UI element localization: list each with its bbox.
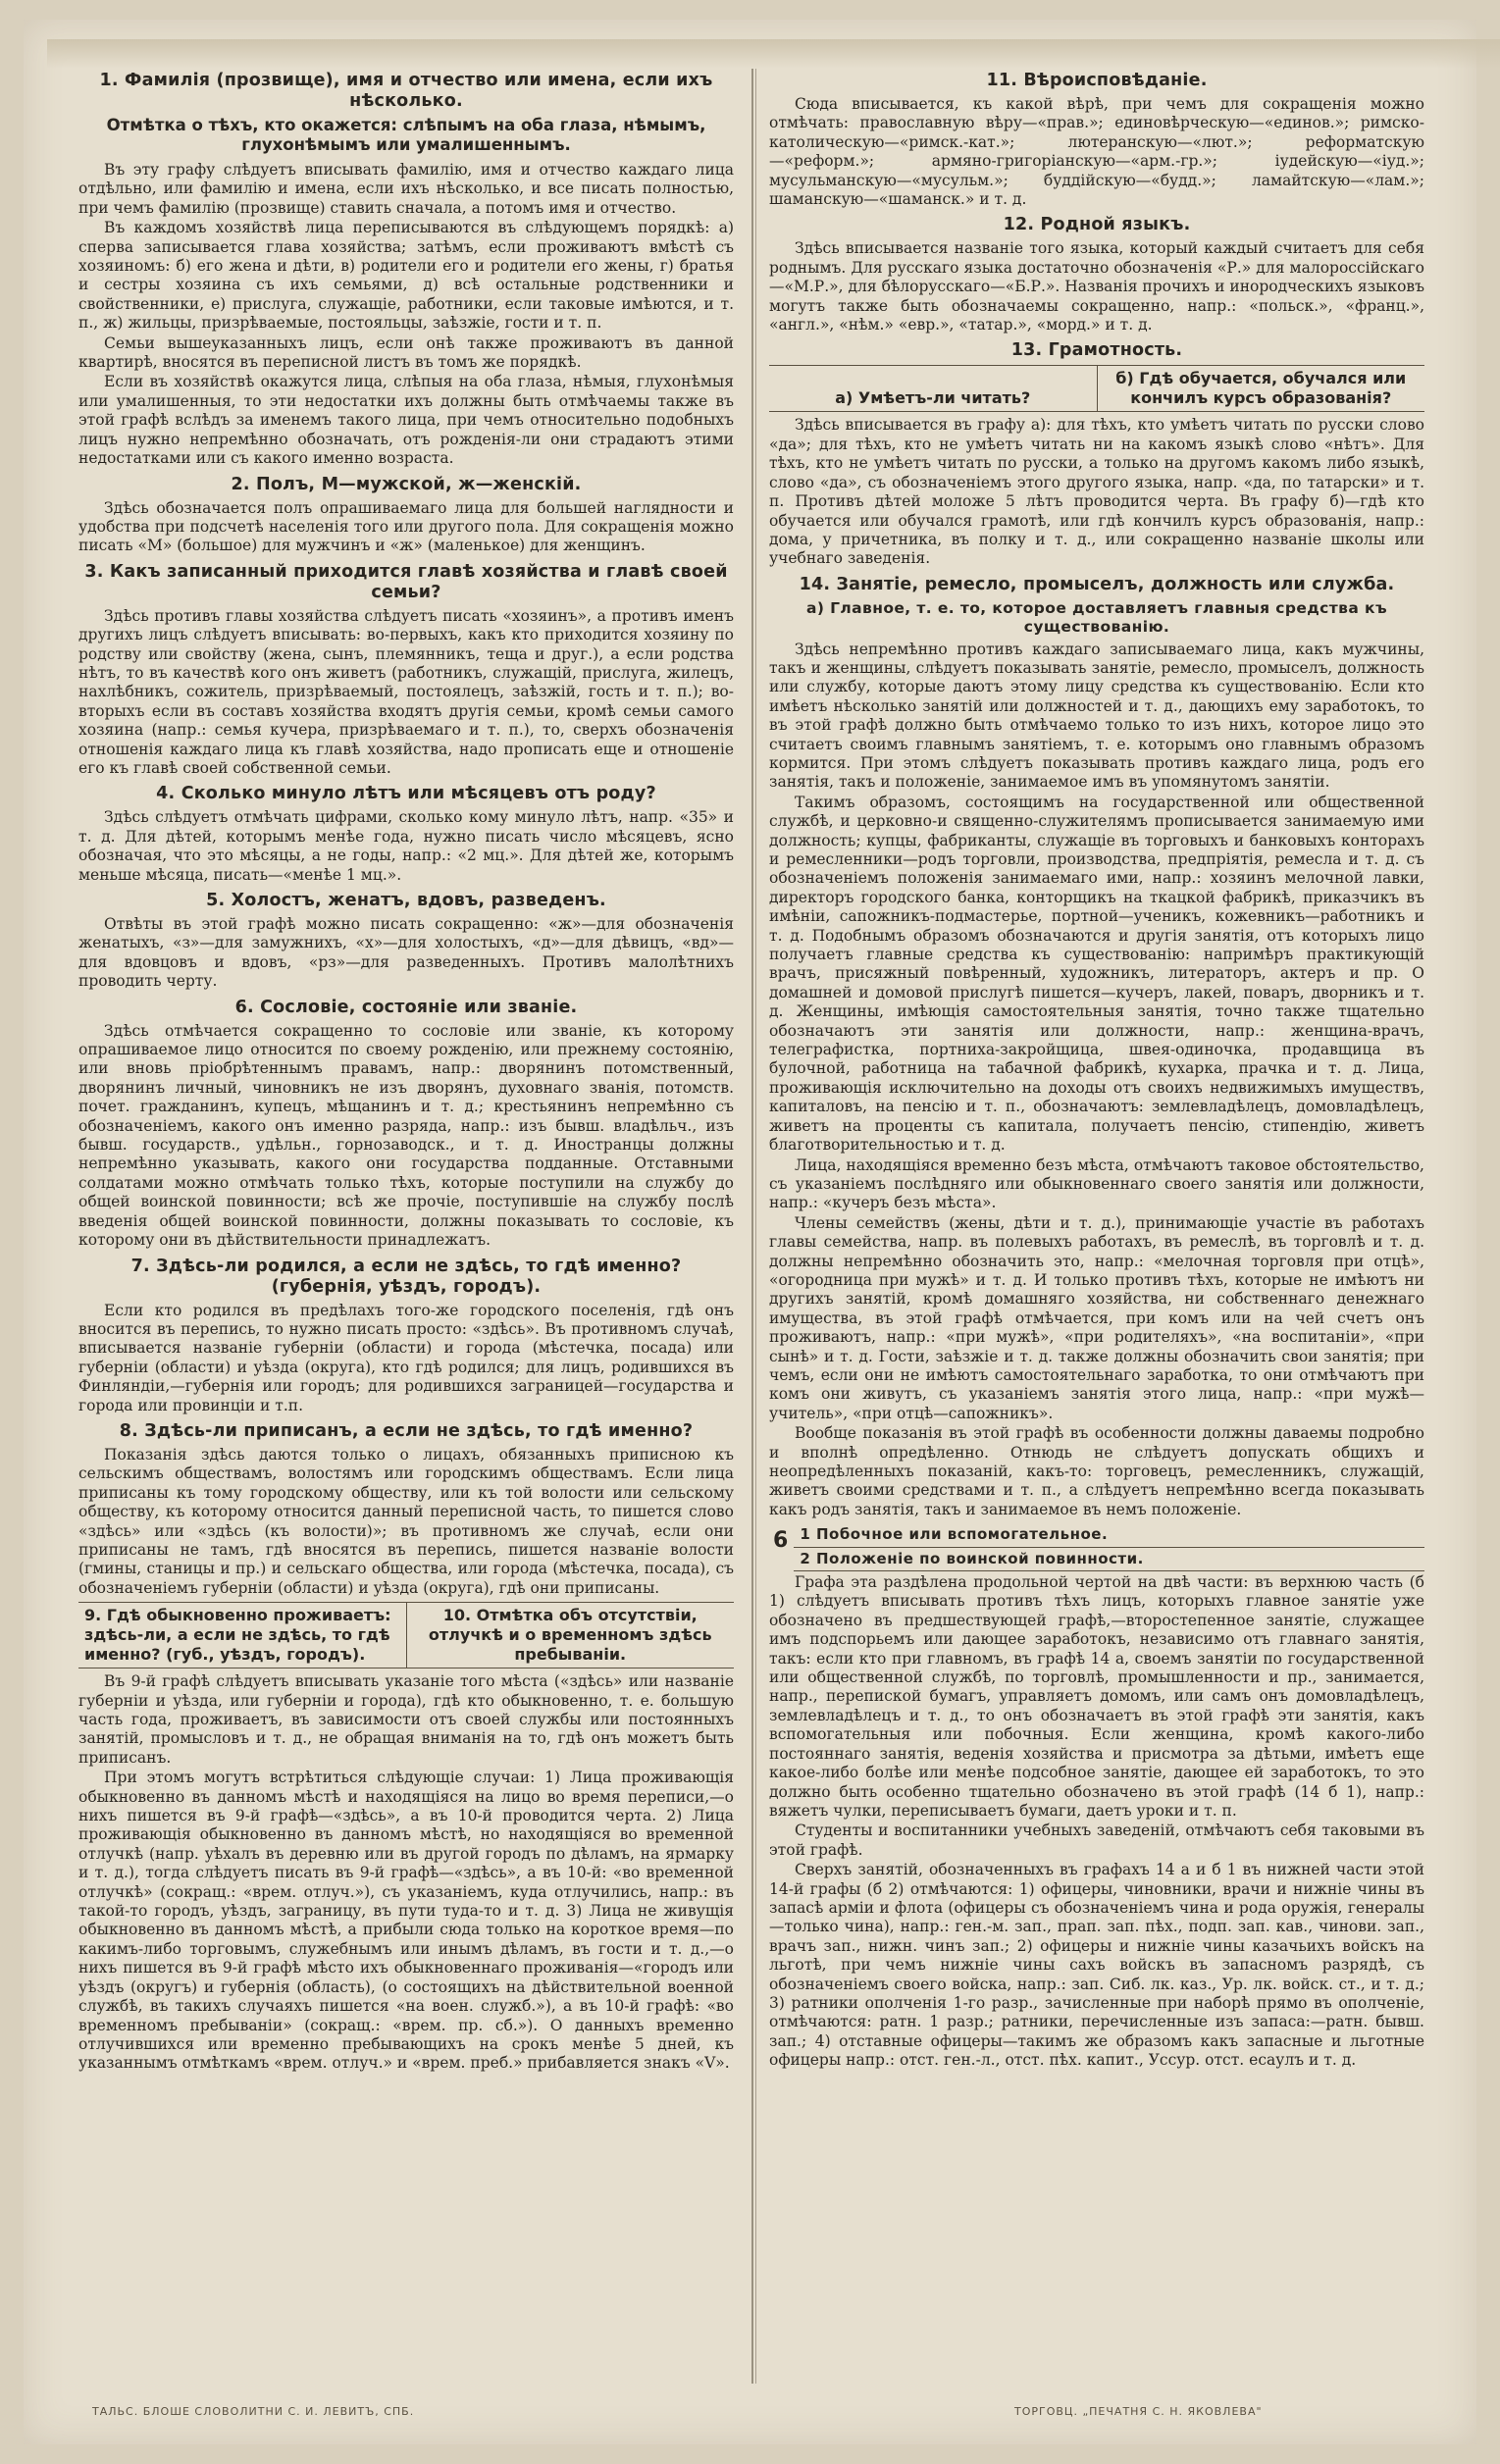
section-14b-paragraph: Студенты и воспитанники учебныхъ заведеній, отмѣчаютъ себя таковыми въ этой графѣ. bbox=[769, 1822, 1424, 1859]
section-6-paragraph: Здѣсь отмѣчается сокращенно то сословіе или званіе, къ которому опрашиваемое лицо относится по своему рожденію, или прежнему состоянію, или вновь пріобрѣтеннымъ правамъ, напр.: дворянинъ потомственный, дворянинъ личный, чиновникъ не изъ дворянъ, духовнаго званія, потомств. почет. гражданинъ, купецъ, мѣщанинъ и т. д.; крестьянинъ непремѣнно съ обозначеніемъ, какого онъ именно разряда, напр.: изъ бывш. владѣльч., изъ бывш. государств., удѣльн., горнозаводск., и т. д. Иностранцы должны непремѣнно указывать, какого они государства подданные. Отставными солдатами можно отмѣчать только тѣхъ, которые поступили на службу до общей воинской повинности; всѣ же прочіе, поступившіе на службу послѣ введенія общей воинской повинности, должны показывать то сословіе, къ которому они въ дѣйствительности принадлежатъ. bbox=[78, 1021, 734, 1250]
section-12-paragraph: Здѣсь вписывается названіе того языка, который каждый считаетъ для себя роднымъ. Для русскаго языка достаточно обозначенія «Р.» для малороссійскаго—«М.Р.», для бѣлорусскаго—«Б.Р.». Названія прочихъ и инородческихъ языковъ могутъ также быть обозначаемы сокращенно, напр.: «польск.», «франц.», «англ.», «нѣм.» «евр.», «татар.», «морд.» и т. д. bbox=[769, 239, 1424, 334]
section-14-paragraph: Здѣсь непремѣнно противъ каждаго записываемаго лица, какъ мужчины, такъ и женщины, слѣдуетъ показывать занятіе, ремесло, промыселъ, должность или службу, которые даютъ этому лицу средства къ существованію. Если кто имѣетъ нѣсколько занятій или должностей и т. д., дающихъ ему заработокъ, то въ этой графѣ должно быть отмѣчаемо только то изъ нихъ, которое лицо это считаетъ своимъ главнымъ занятіемъ, т. е. которымъ оно главнымъ образомъ кормится. При этомъ слѣдуетъ показывать противъ каждаго лица, родъ его занятія, такъ и положеніе, занимаемое имъ въ упомянутомъ занятіи. bbox=[769, 640, 1424, 792]
section-14-paragraph: Лица, находящіяся временно безъ мѣста, отмѣчаютъ таковое обстоятельство, съ указаніемъ послѣдняго или обыкновеннаго своего занятія или должности, напр.: «кучеръ безъ мѣста». bbox=[769, 1155, 1424, 1212]
section-12-title: 12. Родной языкъ. bbox=[1003, 215, 1191, 235]
section-11-title: 11. Вѣроисповѣданіе. bbox=[986, 71, 1208, 90]
section-6-title: 6. Сословіе, состояніе или званіе. bbox=[234, 997, 578, 1017]
section-3-paragraph: Здѣсь противъ главы хозяйства слѣдуетъ писать «хозяинъ», а противъ именъ другихъ лицъ слѣдуетъ вписывать: во-первыхъ, какъ кто приходится хозяину по родству или свойству (жена, сынъ, племянникъ, теща и друг.), а если родства нѣтъ, то въ качествѣ кого онъ живетъ (работникъ, служащій, прислуга, жилецъ, нахлѣбникъ, сожитель, призрѣваемый, постоялецъ, заѣзжій, гость и т. п.); во-вторыхъ если въ составъ хозяйства входятъ другія семьи, кромѣ семьи самого хозяина (напр.: семья кучера, призрѣваемаго и т. п.), то, сверхъ обозначенія отношенія каждаго лица къ главѣ хозяйства, надо прописать еще и отношеніе его къ главѣ своей собственной семьи. bbox=[78, 606, 734, 777]
census-form-sheet bbox=[24, 20, 1476, 2444]
column-divider bbox=[751, 69, 753, 2384]
section-14-paragraph: Такимъ образомъ, состоящимъ на государственной или общественной службѣ, и церковно-и священно-служителямъ прописывается занимаемую ими должность; купцы, фабриканты, служащіе въ торговыхъ и банковыхъ конторахъ и ремесленники—родъ торговли, производства, предпріятія, ремесла и т. д. съ обозначеніемъ положенія занимаемаго ими, напр.: хозяинъ мелочной лавки, директоръ городского банка, конторщикъ на ткацкой фабрикѣ, приказчикъ въ имѣніи, сапожникъ-подмастерье, портной—ученикъ, кожевникъ—работникъ и т. д. Подобнымъ образомъ обозначаются и другія занятія, отъ которыхъ лицо получаетъ главные средства къ существованію: напримѣръ практикующій врачъ, присяжный повѣренный, художникъ, литераторъ, актеръ и пр. О домашней и домовой прислугѣ пишется—кучеръ, лакей, поваръ, дворникъ и т. д. Женщины, имѣющія самостоятельныя занятія, точно также тщательно обозначаютъ эти занятія или должности, напр.: женщина-врачъ, телеграфистка, портниха-закройщица, швея-одиночка, продавщица въ булочной, работница на табачной фабрикѣ, кухарка, прачка и т. д. Лица, проживающія исключительно на доходы отъ своихъ недвижимыхъ имуществъ, капиталовъ, на пенсію и т. п., обозначаютъ: землевладѣлецъ, домовладѣлецъ, живетъ на проценты съ капитала, получаетъ пенсію, стипендію, живетъ благотворительностью и т. д. bbox=[769, 793, 1424, 1155]
section-11-paragraph: Сюда вписывается, къ какой вѣрѣ, при чемъ для сокращенія можно отмѣчать: православную вѣру—«прав.»; единовѣрческую—«единов.»; римско-католическую—«римск.-кат.»; лютеранскую—«лют.»; реформатскую—«реформ.»; армяно-григоріанскую—«арм.-гр.»; іудейскую—«іуд.»; мусульманскую—«мусульм.»; буддійскую—«будд.»; ламайтскую—«лам.»; шаманскую—«шаманск.» и т. д. bbox=[769, 95, 1424, 209]
section-1-paragraph: Въ эту графу слѣдуетъ вписывать фамилію, имя и отчество каждаго лица отдѣльно, или фамилію и имена, если ихъ нѣсколько, и все писать полностью, при чемъ фамилію (прозвище) ставить сначала, а потомъ имя и отчество. bbox=[78, 161, 734, 217]
section-3-title: 3. Какъ записанный приходится главѣ хозяйства и главѣ своей семьи? bbox=[84, 561, 728, 602]
printer-mark-left: ТАЛЬС. БЛОШЕ СЛОВОЛИТНИ С. И. ЛЕВИТЪ, СПБ. bbox=[92, 2405, 415, 2418]
section-4-title: 4. Сколько минуло лѣтъ или мѣсяцевъ отъ роду? bbox=[156, 784, 656, 804]
section-14b1-label: 1 Побочное или вспомогательное. bbox=[794, 1523, 1424, 1547]
section-14a-label: а) Главное, т. е. то, которое доставляетъ главныя средства къ существованію. bbox=[806, 598, 1387, 637]
section-5-paragraph: Отвѣты въ этой графѣ можно писать сокращенно: «ж»—для обозначенія женатыхъ, «з»—для замужнихъ, «х»—для холостыхъ, «д»—для дѣвицъ, «вд»—для вдовцовъ и вдовъ, «рз»—для разведенныхъ. Противъ малолѣтнихъ проводить черту. bbox=[78, 915, 734, 991]
right-column bbox=[769, 71, 1424, 2366]
section-1-paragraph: Въ каждомъ хозяйствѣ лица переписываются въ слѣдующемъ порядкѣ: а) сперва записывается глава хозяйства; затѣмъ, если проживаютъ вмѣстѣ съ хозяиномъ: б) его жена и дѣти, в) родители его и родители его жены, г) братья и сестры хозяина съ ихъ семьями, д) всѣ остальные родственники и свойственники, е) прислуга, служащіе, работники, если таковые имѣются, и т. п., ж) жильцы, призрѣваемые, постояльцы, заѣзжіе, гости и т. п. bbox=[78, 219, 734, 333]
left-column bbox=[78, 71, 734, 2366]
section-14b-paragraph: Сверхъ занятій, обозначенныхъ въ графахъ 14 а и б 1 въ нижней части этой 14-й графы (б 2) отмѣчаются: 1) офицеры, чиновники, врачи и нижніе чины въ запасѣ арміи и флота (офицеры съ обозначеніемъ чина и рода оружія, генералы—только чина), напр.: ген.-м. зап., прап. зап. пѣх., подп. зап. кав., чинови. зап., врачъ зап., нижн. чинъ зап.; 2) офицеры и нижніе чины казачьихъ войскъ на льготѣ, при чемъ нижніе чины сахъ войскъ въ запасномъ разрядѣ, съ обозначеніемъ своего войска, напр.: зап. Сиб. лк. каз., Ур. лк. войск. ст., и т. д.; 3) ратники ополченія 1-го разр., зачисленные при наборѣ прямо въ ополченіе, отмѣчаются: ратн. 1 разр.; ратники, перечисленные изъ запаса:—ратн. бывш. зап.; 4) отставные офицеры—такимъ же образомъ какъ запасные и льготные офицеры напр.: отст. ген.-л., отст. пѣх. капит., Уссур. отст. есаулъ и т. д. bbox=[769, 1861, 1424, 2070]
printer-mark-right: ТОРГОВЦ. „ПЕЧАТНЯ С. Н. ЯКОВЛЕВА" bbox=[1014, 2405, 1263, 2418]
section-14b-paragraph: Графа эта раздѣлена продольной чертой на двѣ части: въ верхнюю часть (б 1) слѣдуетъ вписывать противъ тѣхъ лицъ, которыхъ главное занятіе уже обозначено въ предшествующей графѣ,—второстепенное занятіе, служащее имъ подспорьемъ или дающее заработокъ, независимо отъ главнаго занятія, такъ: если кто при главномъ, въ графѣ 14 а, своемъ занятіи по государственной или общественной службѣ, по торговлѣ, промышленности и пр., занимается, напр., перепиской бумагъ, управляетъ домомъ, или самъ онъ домовладѣлецъ, землевладѣлецъ и т. д., то онъ обозначаетъ въ этой графѣ эти занятія, какъ вспомогательныя или побочныя. Если женщина, кромѣ какого-либо постояннаго занятія, веденія хозяйства и присмотра за дѣтьми, имѣетъ еще какое-либо болѣе или менѣе подсобное занятіе, дающее ей заработокъ, то это должно быть особенно тщательно обозначено въ этой графѣ (14 б 1), напр.: вяжетъ чулки, переписываетъ бумаги, даетъ уроки и т. п. bbox=[769, 1573, 1424, 1820]
section-9-paragraph: При этомъ могутъ встрѣтиться слѣдующіе случаи: 1) Лица проживающія обыкновенно въ данномъ мѣстѣ и находящіяся на лицо во время переписи,—о нихъ пишется въ 9-й графѣ—«здѣсь», а въ 10-й проводится черта. 2) Лица проживающія обыкновенно въ данномъ мѣстѣ, но находящіяся во временной отлучкѣ (напр. уѣхалъ въ деревню или въ другой городъ по дѣламъ, на ярмарку и т. д.), тогда слѣдуетъ писать въ 9-й графѣ—«здѣсь», а въ 10-й: «во временной отлучкѣ» (сокращ.: «врем. отлуч.»), съ указаніемъ, куда отлучились, напр.: въ такой-то городъ, уѣздъ, заграницу, въ пути туда-то и т. д. 3) Лица не живущія обыкновенно въ данномъ мѣстѣ, а прибыли сюда только на короткое время—по какимъ-либо торговымъ, служебнымъ или инымъ дѣламъ, въ гости и т. д.,—о нихъ пишется въ 9-й графѣ мѣсто ихъ обыкновеннаго проживанія—«городъ или уѣздъ (округъ) и губернія (область), (о состоящихъ на дѣйствительной военной службѣ, въ такихъ случаяхъ пишется «на воен. служб.»), а въ 10-й графѣ: «во временномъ пребываніи» (сокращ.: «врем. пр. сб.»). О данныхъ временно отлучившихся или временно пребывающихъ на срокъ менѣе 5 дней, къ указаннымъ отмѣткамъ «врем. отлуч.» и «врем. преб.» прибавляется знакъ «V». bbox=[78, 1769, 734, 2073]
section-13-title: 13. Грамотность. bbox=[1010, 340, 1183, 361]
section-10-title: 10. Отмѣтка объ отсутствіи, отлучкѣ и о временномъ здѣсь пребываніи. bbox=[406, 1603, 735, 1668]
paper-edge bbox=[47, 39, 1500, 69]
section-9-paragraph: Въ 9-й графѣ слѣдуетъ вписывать указаніе того мѣста («здѣсь» или названіе губерніи и уѣзда, или губерніи и города), гдѣ кто обыкновенно, т. е. большую часть года, проживаетъ, въ зависимости отъ своей службы или постоянныхъ занятій, промысловъ и т. д., не обращая вниманія на то, гдѣ онъ можетъ быть приписанъ. bbox=[78, 1672, 734, 1767]
section-8-title: 8. Здѣсь-ли приписанъ, а если не здѣсь, то гдѣ именно? bbox=[119, 1420, 694, 1441]
section-13b-label: б) Гдѣ обучается, обучался или кончилъ курсъ образованія? bbox=[1097, 366, 1425, 411]
section-4-paragraph: Здѣсь слѣдуетъ отмѣчать цифрами, сколько кому минуло лѣтъ, напр. «35» и т. д. Для дѣтей, которымъ менѣе года, нужно писать число мѣсяцевъ, ясно обозначая, что это мѣсяцы, а не годы, напр.: «2 мц.». Для дѣтей же, которымъ меньше мѣсяца, писать—«менѣе 1 мц.». bbox=[78, 808, 734, 884]
section-14b-header bbox=[769, 1523, 1424, 1571]
section-1-subtitle: Отмѣтка о тѣхъ, кто окажется: слѣпымъ на оба глаза, нѣмымъ, глухонѣмымъ или умалишеннымъ. bbox=[106, 116, 706, 154]
section-1-paragraph: Если въ хозяйствѣ окажутся лица, слѣпыя на оба глаза, нѣмыя, глухонѣмыя или умалишенныя, то эти недостатки ихъ должны быть отмѣчаемы также въ этой графѣ вслѣдъ за именемъ такого лица, при чемъ относительно подобныхъ лицъ нужно непремѣнно обозначать, отъ рожденія-ли они страдаютъ этими недостатками или съ какого именно возраста. bbox=[78, 373, 734, 468]
section-1-title: 1. Фамилія (прозвище), имя и отчество или имена, если ихъ нѣсколько. bbox=[99, 71, 713, 111]
section-1-paragraph: Семьи вышеуказанныхъ лицъ, если онѣ также проживаютъ въ данной квартирѣ, вносятся въ переписной листъ въ томъ же порядкѣ. bbox=[78, 334, 734, 372]
section-14-title: 14. Занятіе, ремесло, промыселъ, должность или служба. bbox=[799, 574, 1395, 594]
section-2-paragraph: Здѣсь обозначается полъ опрашиваемаго лица для большей наглядности и удобства при подсчетѣ населенія того или другого пола. Для сокращенія можно писать «М» (большое) для мужчинъ и «ж» (маленькое) для женщинъ. bbox=[78, 498, 734, 555]
section-8-paragraph: Показанія здѣсь даются только о лицахъ, обязанныхъ приписною къ сельскимъ обществамъ, волостямъ или городскимъ обществамъ. Если лица приписаны къ тому городскому обществу, или къ той волости или сельскому обществу, къ которому относится данный переписной часть, то пишется слово «здѣсь» или «здѣсь (къ волости)»; въ противномъ же случаѣ, если они приписаны не тамъ, гдѣ вносятся въ перепись, пишется названіе волости (гмины, станицы и пр.) и сельскаго общества, или города (мѣстечка, посада), съ обозначеніемъ губерніи (области) и уѣзда (округа), гдѣ они приписаны. bbox=[78, 1445, 734, 1597]
column-divider-inner bbox=[755, 69, 756, 2384]
section-2-title: 2. Полъ, М—мужской, ж—женскій. bbox=[231, 474, 582, 494]
section-14b2-label: 2 Положеніе по воинской повинности. bbox=[794, 1548, 1424, 1571]
section-9-title: 9. Гдѣ обыкновенно проживаетъ: здѣсь-ли, а если не здѣсь, то гдѣ именно? (губ., уѣздъ, городъ). bbox=[84, 1606, 391, 1665]
section-7-title: 7. Здѣсь-ли родился, а если не здѣсь, то гдѣ именно? (губернія, уѣздъ, городъ). bbox=[130, 1256, 682, 1297]
section-5-title: 5. Холостъ, женатъ, вдовъ, разведенъ. bbox=[206, 891, 606, 910]
section-7-paragraph: Если кто родился въ предѣлахъ того-же городского поселенія, гдѣ онъ вносится въ перепись, то нужно писать просто: «здѣсь». Въ противномъ случаѣ, вписывается названіе губерніи (области) и города (мѣстечка, посада) или губерніи (области) и уѣзда (округа), кто гдѣ родился; для лицъ, родившихся въ Финляндіи,—губернія или городъ; для родившихся заграницей—государства и города или провинціи и т.п. bbox=[78, 1301, 734, 1414]
section-13-paragraph: Здѣсь вписывается въ графу а): для тѣхъ, кто умѣетъ читать по русски слово «да»; для тѣхъ, кто не умѣетъ читать ни на какомъ языкѣ слово «нѣтъ». Для тѣхъ, кто не умѣетъ читать по русски, а только на другомъ какомъ либо языкѣ, слово «да», съ обозначеніемъ этого другого языка, напр. «да, по татарски» и т. п. Противъ дѣтей моложе 5 лѣтъ проводится черта. Въ графу б)—гдѣ кто обучается или обучался грамотѣ, или гдѣ кончилъ курсъ образованія, напр.: дома, у причетника, въ полку и т. д., или сокращенно названіе школы или учебнаго заведенія. bbox=[769, 416, 1424, 568]
section-9-10-header bbox=[78, 1602, 734, 1668]
section-13a-label: а) Умѣетъ-ли читать? bbox=[835, 388, 1031, 408]
section-13-columns bbox=[769, 365, 1424, 412]
section-14-paragraph: Вообще показанія въ этой графѣ въ особенности должны даваемы подробно и вполнѣ опредѣленно. Отнюдь не слѣдуетъ допускать общихъ и неопредѣленныхъ показаній, какъ-то: торговецъ, ремесленникъ, служащій, живетъ своими средствами и т. п., а слѣдуетъ непремѣнно всегда показывать какъ родъ занятія, такъ и занимаемое въ немъ положеніе. bbox=[769, 1424, 1424, 1518]
section-14b-letter: 6 bbox=[773, 1528, 789, 1554]
section-14-paragraph: Члены семействъ (жены, дѣти и т. д.), принимающіе участіе въ работахъ главы семейства, напр. въ полевыхъ работахъ, въ ремеслѣ, въ торговлѣ и т. д. должны непремѣнно обозначить это, напр.: «мелочная торговля при отцѣ», «огородница при мужѣ» и т. д. И только противъ тѣхъ, которые не имѣютъ ни другихъ занятій, кромѣ домашняго хозяйства, ни собственнаго денежнаго имущества, въ этой графѣ отмѣчается, при комъ или на чей счетъ онъ проживаютъ, напр.: «при мужѣ», «при родителяхъ», «на воспитаніи», «при сынѣ» и т. д. Гости, заѣзжіе и т. д. также должны обозначить свои занятія; при чемъ, если они не имѣютъ самостоятельнаго заработка, то они отмѣчаютъ при комъ они живутъ, съ указаніемъ занятія этого лица, напр.: «при мужѣ—учитель», «при отцѣ—сапожникъ». bbox=[769, 1213, 1424, 1422]
